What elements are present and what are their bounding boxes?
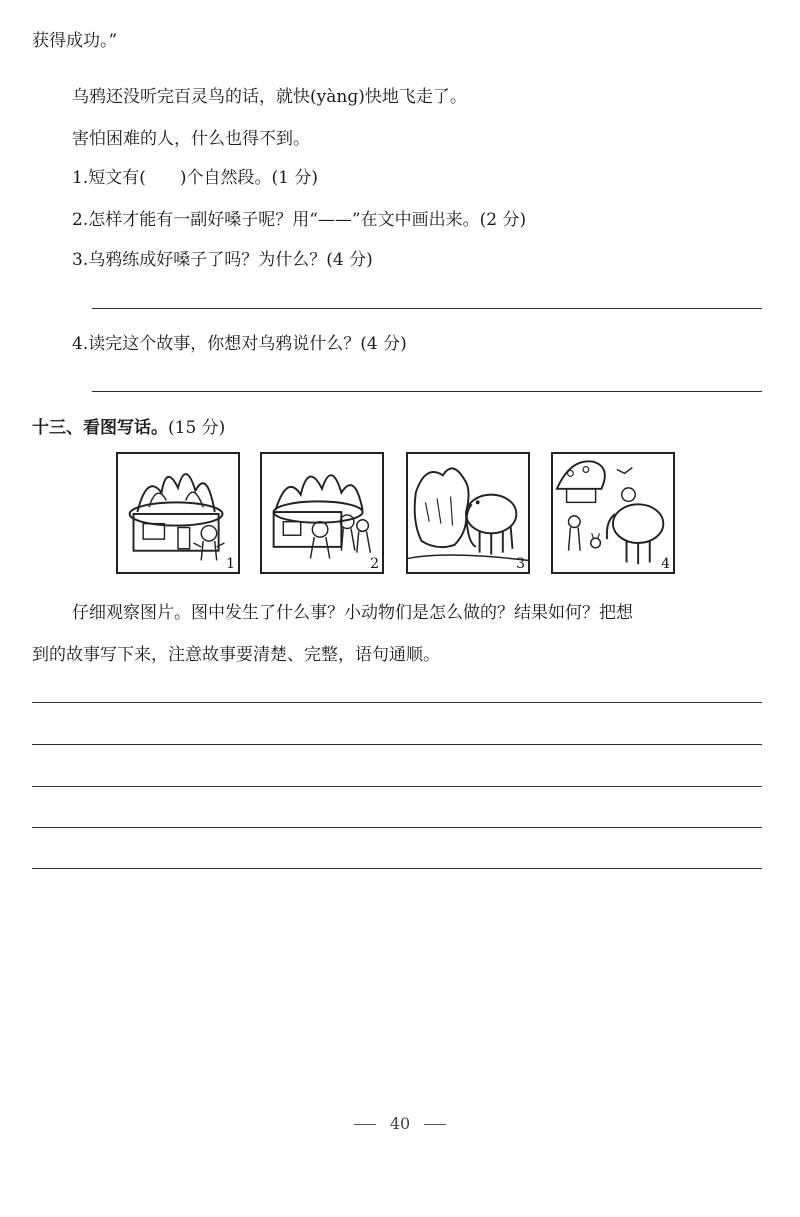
answer-line-q3[interactable]: [92, 308, 762, 309]
panel-number-3: 3: [516, 556, 525, 572]
elephant-saves-house-illustration: [553, 454, 673, 572]
question-3: 3.乌鸦练成好嗓子了吗？为什么？(4 分): [72, 250, 373, 270]
writing-line-4[interactable]: [32, 827, 762, 828]
picture-panel-2: [260, 452, 384, 574]
writing-line-3[interactable]: [32, 786, 762, 787]
section-13-title: 十三、看图写话。: [32, 418, 168, 438]
picture-panel-4: [551, 452, 675, 574]
footer-dash-right: [424, 1124, 446, 1125]
fire-house-illustration: [118, 454, 238, 572]
writing-instruction-line-1: 仔细观察图片。图中发生了什么事？小动物们是怎么做的？结果如何？把想: [72, 603, 633, 623]
answer-line-q4[interactable]: [92, 391, 762, 392]
question-4: 4.读完这个故事，你想对乌鸦说什么？(4 分): [72, 334, 407, 354]
footer-dash-left: [354, 1124, 376, 1125]
panel-number-4: 4: [661, 556, 670, 572]
writing-line-5[interactable]: [32, 868, 762, 869]
passage-line-2: 乌鸦还没听完百灵鸟的话，就快(yànɡ)快地飞走了。: [72, 87, 467, 107]
page-number: 40: [389, 1114, 411, 1133]
question-2: 2.怎样才能有一副好嗓子呢？用“——”在文中画出来。(2 分): [72, 210, 527, 230]
section-13-heading: [32, 413, 225, 438]
elephant-tree-illustration: [408, 454, 528, 572]
panel-number-1: 1: [226, 556, 235, 572]
page-footer: [0, 1114, 800, 1133]
passage-line-1: 获得成功。”: [32, 31, 118, 51]
section-13-score: (15 分): [168, 418, 226, 438]
writing-instruction-line-2: 到的故事写下来，注意故事要清楚、完整，语句通顺。: [32, 645, 440, 665]
writing-line-2[interactable]: [32, 744, 762, 745]
question-1: 1.短文有( )个自然段。(1 分): [72, 168, 318, 188]
picture-panel-1: [116, 452, 240, 574]
passage-line-3: 害怕困难的人，什么也得不到。: [72, 129, 310, 149]
panel-number-2: 2: [370, 556, 379, 572]
picture-panel-3: [406, 452, 530, 574]
writing-line-1[interactable]: [32, 702, 762, 703]
animals-help-illustration: [262, 454, 382, 572]
